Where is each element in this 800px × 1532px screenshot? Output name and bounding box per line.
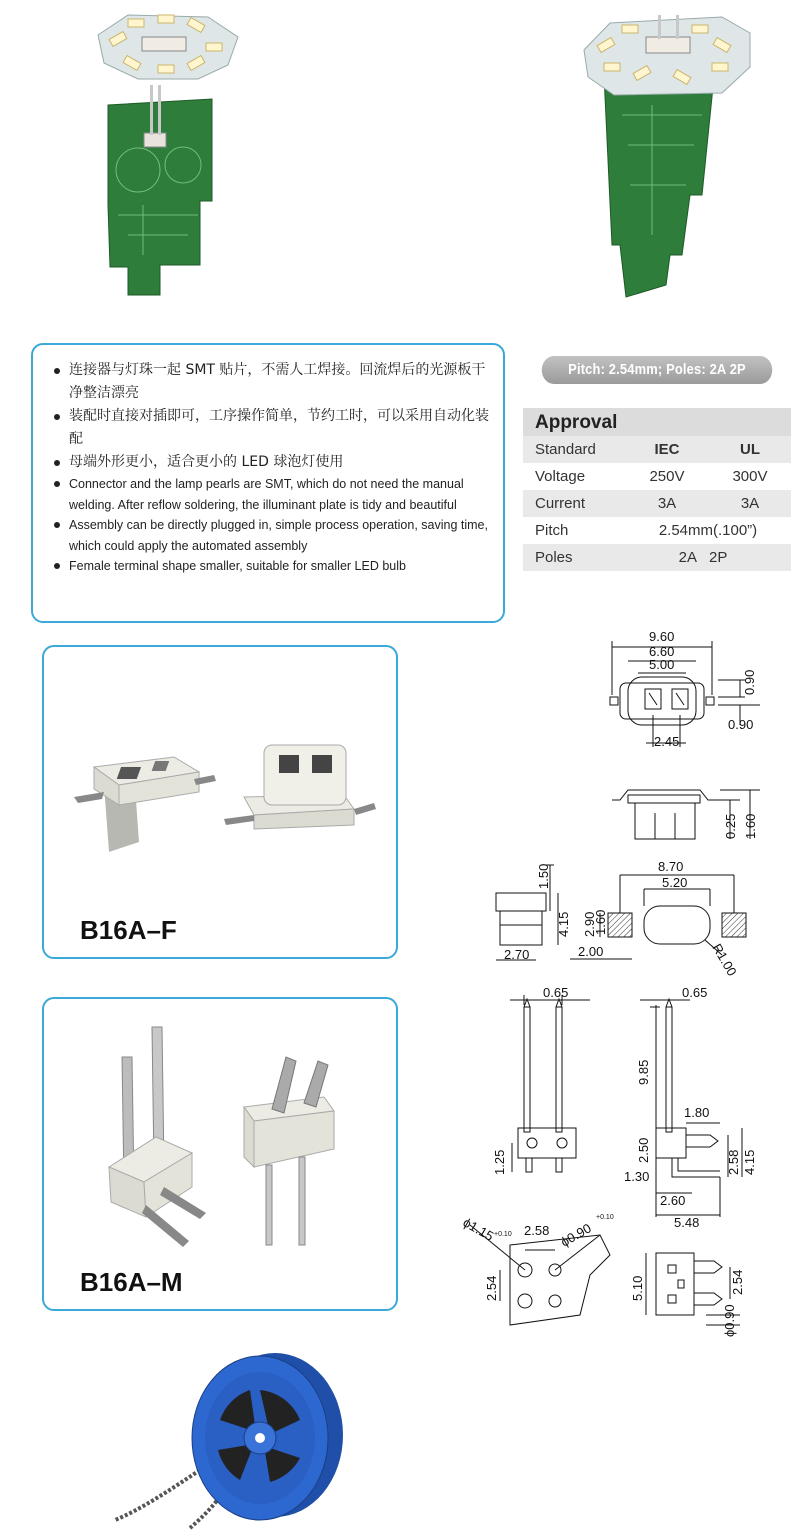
pitch-value: 2.54mm(.100”) — [658, 522, 758, 539]
row-pitch — [523, 517, 791, 544]
dim-male-front-1-25: 1.25 — [492, 1149, 507, 1175]
feature-zh-3: 母端外形更小，适合更小的 LED 球泡灯使用 — [51, 451, 489, 474]
poles-a: 2A — [678, 549, 697, 566]
product-name-female: B16A–F — [80, 915, 177, 945]
dim-male-top-5-10: 5.10 — [630, 1275, 645, 1301]
dim-male-side-9-85: 9.85 — [636, 1059, 651, 1085]
pcb-hole-layout — [470, 1225, 610, 1325]
voltage-label: Voltage — [535, 468, 586, 485]
standard-ul: UL — [740, 441, 760, 458]
row-current — [523, 490, 791, 517]
pad-layout — [496, 865, 746, 960]
dim-pad-2-00: 2.00 — [578, 944, 604, 959]
dim-male-top-0-90: ϕ0.90 — [722, 1304, 737, 1337]
dim-pad-2-70: 2.70 — [504, 947, 530, 962]
features-list — [51, 359, 489, 577]
dim-pcb-2-54: 2.54 — [484, 1275, 499, 1301]
dim-male-side-2-58: 2.58 — [726, 1149, 741, 1175]
feature-en-3: Female terminal shape smaller, suitable for smaller LED bulb — [51, 556, 489, 577]
female-connector-illustration — [64, 737, 384, 867]
male-front-view — [510, 995, 590, 1172]
dim-top-0-90-a: 0.90 — [742, 669, 757, 695]
dim-top-6-60: 6.60 — [649, 644, 675, 659]
dim-pcb-hole-1-15: ϕ1.15 — [460, 1214, 497, 1244]
feature-zh-2: 装配时直接对插即可，工序操作简单，节约工时，可以采用自动化装配 — [51, 405, 489, 451]
dim-male-side-2-60: 2.60 — [660, 1193, 686, 1208]
row-poles — [523, 544, 791, 571]
approval-title: Approval — [523, 408, 791, 436]
dim-pad-4-15: 4.15 — [556, 911, 571, 937]
current-ul: 3A — [740, 495, 760, 512]
dim-pcb-tol-a: +0.10 — [494, 1231, 512, 1238]
standard-label: Standard — [535, 441, 596, 458]
technical-drawings — [460, 625, 795, 1340]
approval-table — [523, 408, 791, 598]
dim-pad-5-20: 5.20 — [662, 875, 688, 890]
current-label: Current — [535, 495, 586, 512]
tape-reel-illustration — [110, 1350, 360, 1530]
pitch-label: Pitch — [535, 522, 569, 539]
dim-pad-1-50: 1.50 — [536, 863, 551, 889]
row-voltage — [523, 463, 791, 490]
feature-en-1: Connector and the lamp pearls are SMT, which do not need the manual welding. After reflow soldering, the illuminant plate is tidy and beautiful — [51, 474, 489, 515]
dim-male-top-2-54: 2.54 — [730, 1269, 745, 1295]
pitch-poles-banner: Pitch: 2.54mm; Poles: 2A 2P — [542, 356, 772, 384]
led-board-illustration-right — [582, 5, 772, 310]
voltage-iec: 250V — [649, 468, 685, 485]
dim-male-side-0-65: 0.65 — [682, 985, 708, 1000]
dim-pad-8-70: 8.70 — [658, 859, 684, 874]
dim-male-side-1-80: 1.80 — [684, 1105, 710, 1120]
dim-male-side-2-50: 2.50 — [636, 1137, 651, 1163]
features-box — [31, 343, 505, 623]
led-board-illustration-left — [88, 5, 248, 310]
poles-b: 2P — [709, 549, 728, 566]
poles-label: Poles — [535, 549, 573, 566]
dim-pcb-2-58: 2.58 — [524, 1223, 550, 1238]
dim-top-2-45: 2.45 — [654, 734, 680, 749]
dim-pad-2-90: 2.90 — [582, 911, 597, 937]
dim-top-5-00: 5.00 — [649, 657, 675, 672]
voltage-ul: 300V — [732, 468, 768, 485]
dim-top-0-90-b: 0.90 — [728, 717, 754, 732]
dim-male-side-4-15: 4.15 — [742, 1149, 757, 1175]
standard-iec: IEC — [654, 441, 680, 458]
dim-male-side-1-30: 1.30 — [624, 1169, 650, 1184]
dim-side-1-60: 1.60 — [743, 813, 758, 839]
dim-pcb-tol-b: +0.10 — [596, 1214, 614, 1221]
dim-pad-r1-00: R1.00 — [709, 941, 740, 979]
row-standard — [523, 436, 791, 463]
current-iec: 3A — [657, 495, 677, 512]
product-box-male — [42, 997, 398, 1311]
product-box-female — [42, 645, 398, 959]
dim-side-0-25: 0.25 — [723, 813, 738, 839]
feature-en-2: Assembly can be directly plugged in, simple process operation, saving time, which could apply the automated assembly — [51, 515, 489, 556]
product-name-male: B16A–M — [80, 1267, 183, 1297]
male-connector-illustration — [94, 1017, 364, 1247]
dim-top-9-60: 9.60 — [649, 629, 675, 644]
row-empty — [523, 571, 791, 598]
approval-rows — [523, 436, 791, 598]
dim-male-side-5-48: 5.48 — [674, 1215, 700, 1230]
dim-male-front-0-65: 0.65 — [543, 985, 569, 1000]
dim-pad-1-60: 1.60 — [593, 909, 608, 935]
dim-pcb-hole-0-90: ϕ0.90 — [558, 1220, 594, 1250]
feature-zh-1: 连接器与灯珠一起 SMT 贴片，不需人工焊接。回流焊后的光源板干净整洁漂亮 — [51, 359, 489, 405]
